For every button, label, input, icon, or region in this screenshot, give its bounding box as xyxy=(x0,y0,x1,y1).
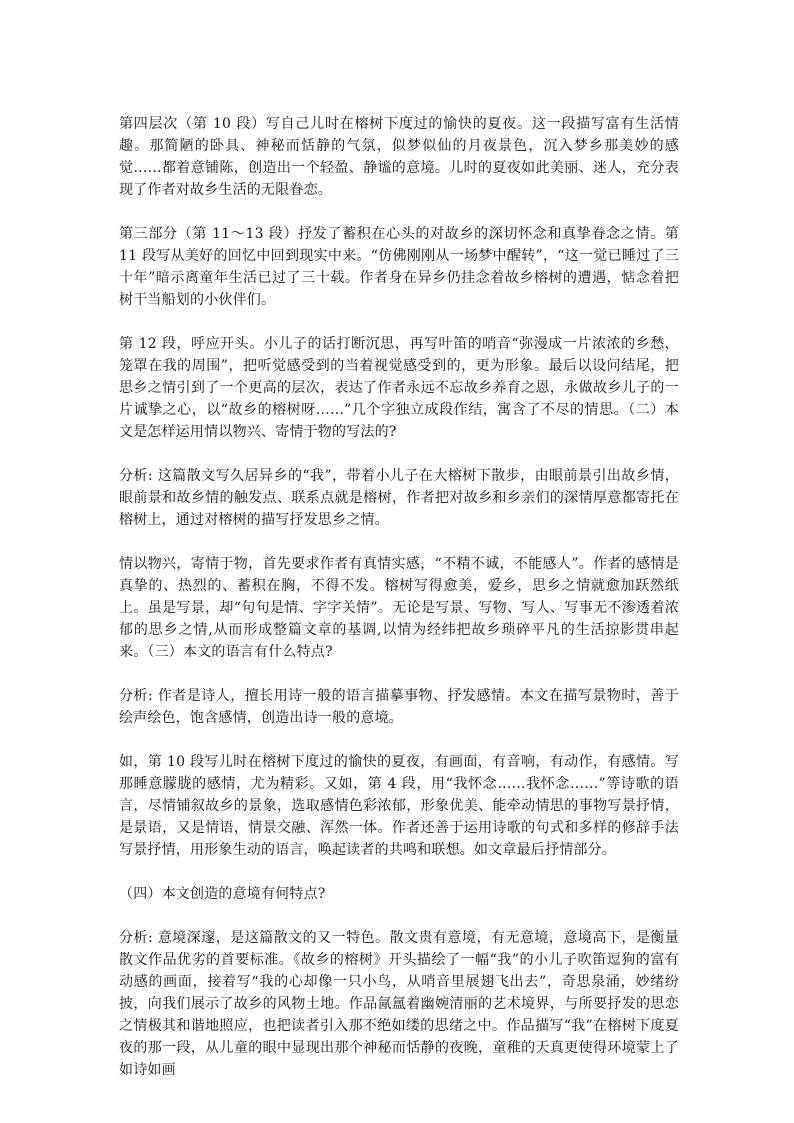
section-heading-4: （四）本文创造的意境有何特点? xyxy=(119,886,326,902)
document-body xyxy=(119,113,679,1103)
paragraph-3: 第 12 段，呼应开头。小儿子的话打断沉思，再写叶笛的哨音“弥漫成一片浓浓的乡愁，笼罩在我的周围”，把听觉感受到的当着视觉感受到的，更为形象。最后以设问结尾，把思乡之情引到了一个更高的层次，表达了作者永远不忘故乡养育之恩，永做故乡儿子的一片诚挚之心，以“故乡的榕树呀……”几个字独立成段作结，寓含了不尽的情思。（二）本文是怎样运用情以物兴、寄情于物的写法的? xyxy=(119,336,679,440)
paragraph-2: 第三部分（第 11～13 段）抒发了蓄积在心头的对故乡的深切怀念和真挚眷念之情。第 11 段写从美好的回忆中回到现实中来。“仿佛刚刚从一场梦中醒转”，“这一觉已睡过了三十年”暗示离童年生活已过了三十载。作者身在异乡仍挂念着故乡榕树的遭遇，惦念着把树干当船划的小伙伴们。 xyxy=(119,226,679,308)
paragraph-7: 如，第 10 段写儿时在榕树下度过的愉快的夏夜，有画面，有音响，有动作，有感情。写那睡意朦胧的感情，尤为精彩。又如，第 4 段，用“我怀念……我怀念……”等诗歌的语言，尽情铺叙故乡的景象，选取感情色彩浓郁，形象优美、能牵动情思的事物写景抒情，是景语，又是情语，情景交融、浑然一体。作者还善于运用诗歌的句式和多样的修辞手法写景抒情，用形象生动的语言，唤起读者的共鸣和联想。如文章最后抒情部分。 xyxy=(119,754,679,858)
paragraph-4: 分析: 这篇散文写久居异乡的“我”，带着小儿子在大榕树下散步，由眼前景引出故乡情，眼前景和故乡情的触发点、联系点就是榕树，作者把对故乡和乡亲们的深情厚意都寄托在榕树上，通过对榕树的描写抒发思乡之情。 xyxy=(119,468,679,528)
paragraph-5: 情以物兴，寄情于物，首先要求作者有真情实感，“不精不诚，不能感人”。作者的感情是真挚的、热烈的、蓄积在胸，不得不发。榕树写得愈美，爱乡，思乡之情就愈加跃然纸上。虽是写景，却“句句是情、字字关情”。无论是写景、写物、写人、写事无不渗透着浓郁的思乡之情,从而形成整篇文章的基调,以情为经纬把故乡琐碎平凡的生活掠影贯串起来。（三）本文的语言有什么特点? xyxy=(119,556,679,660)
paragraph-1: 第四层次（第 10 段）写自己儿时在榕树下度过的愉快的夏夜。这一段描写富有生活情趣。那简陋的卧具、神秘而恬静的气氛，似梦似仙的月夜景色，沉入梦乡那美妙的感觉……都着意铺陈，创造出一个轻盈、静谧的意境。儿时的夏夜如此美丽、迷人，充分表现了作者对故乡生活的无限眷恋。 xyxy=(119,116,679,198)
paragraph-6: 分析: 作者是诗人，擅长用诗一般的语言描摹事物、抒发感情。本文在描写景物时，善于绘声绘色，饱含感情，创造出诗一般的意境。 xyxy=(119,688,679,726)
paragraph-8: 分析: 意境深邃，是这篇散文的又一特色。散文贵有意境，有无意境，意境高下，是衡量散文作品优劣的首要标准。《故乡的榕树》开头描绘了一幅“我”的小儿子吹笛逗狗的富有动感的画面，接着写“我的心却像一只小鸟，从哨音里展翅飞出去”，奇思泉涌，妙绪纷披，向我们展示了故乡的风物土地。作品氤氲着幽婉清丽的艺术境界，与所要抒发的思恋之情极其和谐地照应，也把读者引入那不绝如缕的思绪之中。作品描写“我”在榕树下度夏夜的那一段，从儿童的眼中显现出那个神秘而恬静的夜晚，童稚的天真更使得环境蒙上了如诗如画 xyxy=(119,930,679,1078)
